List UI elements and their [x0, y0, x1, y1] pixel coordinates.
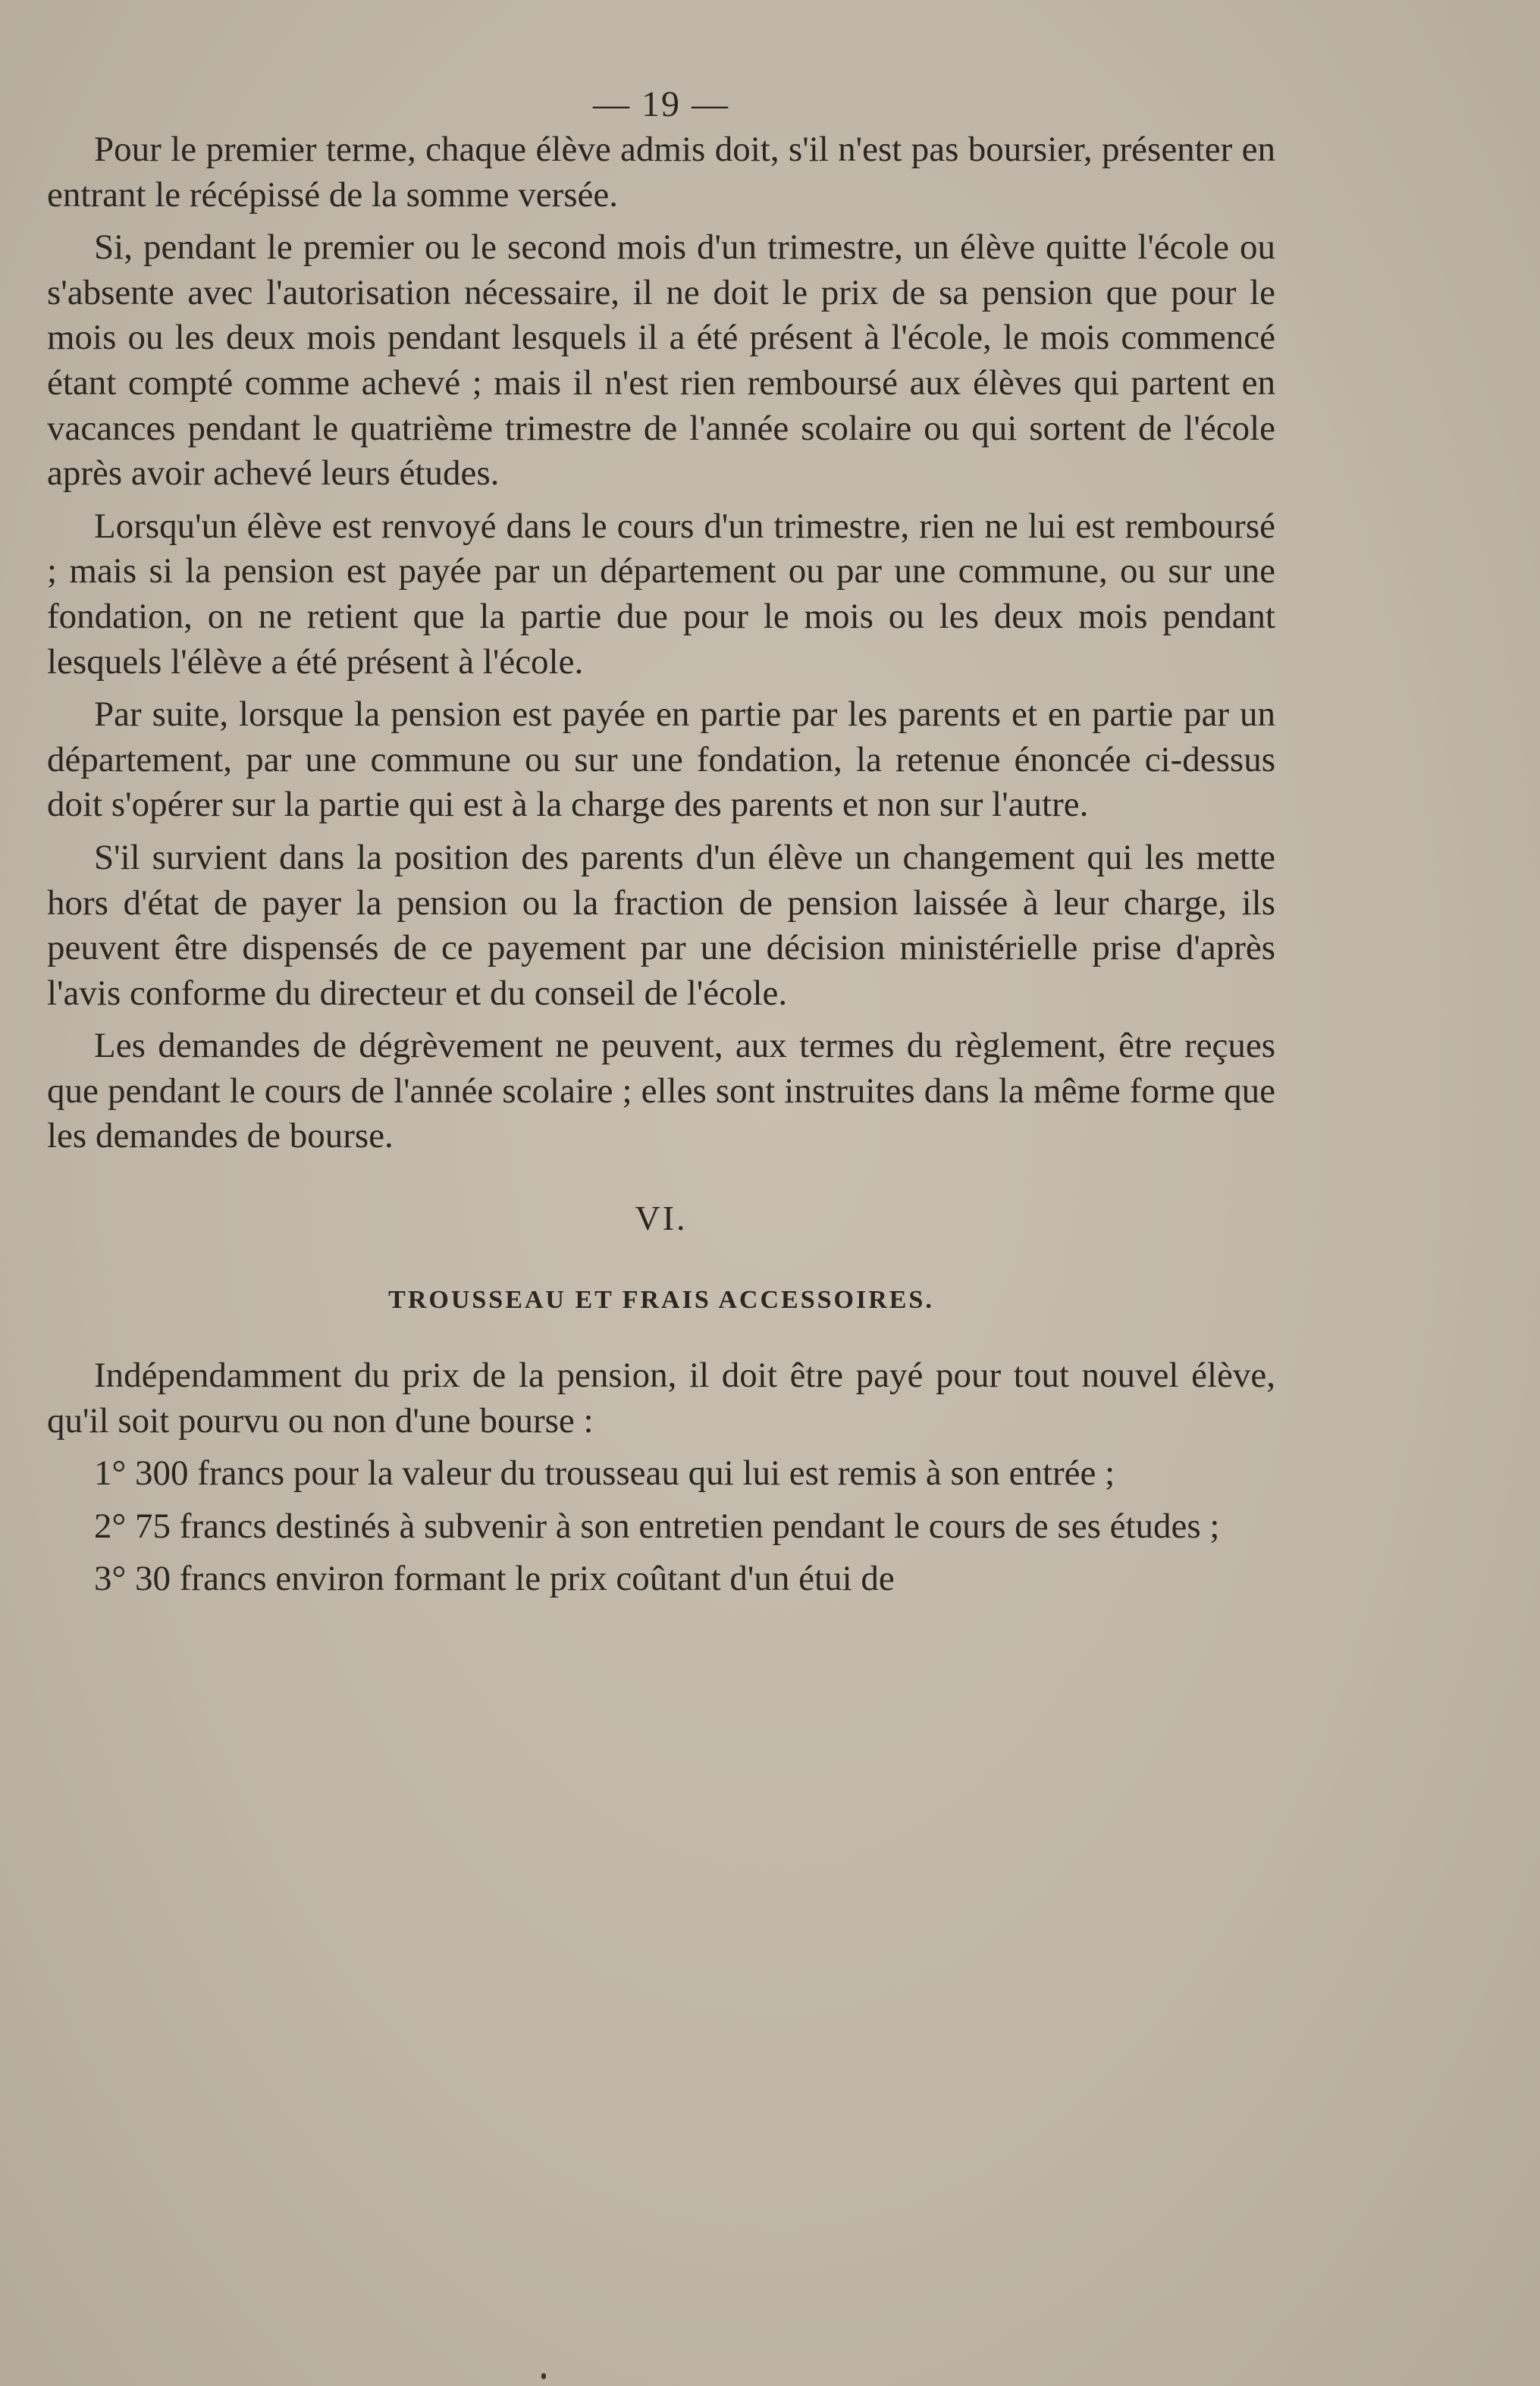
list-item: 3° 30 francs environ formant le prix coûtant d'un étui de: [94, 1559, 895, 1599]
section-number: VI.: [635, 1199, 688, 1238]
paragraph: Si, pendant le premier ou le second mois d'un trimestre, un élève quitte l'école ou s'absente avec l'autorisation nécessaire, il ne doit le prix de sa pension que pour le mois ou les deux mois pendant lesquels il a été présent à l'école, le mois commencé étant compté comme achevé ; mais il n'est rien remboursé aux élèves qui partent en vacances pendant le quatrième trimestre de l'année scolaire ou qui sortent de l'école après avoir achevé leurs études.: [47, 227, 1275, 494]
paragraph: Les demandes de dégrèvement ne peuvent, aux termes du règlement, être reçues que pendant le cours de l'année scolaire ; elles sont instruites dans la même forme que les demandes de bourse.: [47, 1026, 1275, 1156]
list-item: 2° 75 francs destinés à subvenir à son entretien pendant le cours de ses études ;: [94, 1506, 1220, 1546]
paragraph: Pour le premier terme, chaque élève admis doit, s'il n'est pas boursier, présenter en entrant le récépissé de la somme versée.: [47, 130, 1275, 215]
paragraph: Lorsqu'un élève est renvoyé dans le cours d'un trimestre, rien ne lui est remboursé ; mais si la pension est payée par un département ou par une commune, ou sur une fondation, on ne retient que la partie due pour le mois ou les deux mois pendant lesquels l'élève a été présent à l'école.: [47, 506, 1275, 682]
paragraph: S'il survient dans la position des parents d'un élève un changement qui les mette hors d'état de payer la pension ou la fraction de pension laissée à leur charge, ils peuvent être dispensés de ce payement par une décision ministérielle prise d'après l'avis conforme du directeur et du conseil de l'école.: [47, 837, 1275, 1013]
section-spacer: [47, 1323, 1275, 1353]
page-number: — 19 —: [593, 84, 729, 124]
page-text: [47, 82, 1275, 1610]
list-item: 1° 300 francs pour la valeur du trousseau qui lui est remis à son entrée ;: [94, 1453, 1115, 1494]
paragraph: Par suite, lorsque la pension est payée en partie par les parents et en partie par un département, par une commune ou sur une fondation, la retenue énoncée ci-dessus doit s'opérer sur la partie qui est à la charge des parents et non sur l'autre.: [47, 694, 1275, 825]
ink-speck: [541, 2373, 546, 2379]
section-title: TROUSSEAU ET FRAIS ACCESSOIRES.: [388, 1286, 934, 1315]
paragraph: Indépendamment du prix de la pension, il doit être payé pour tout nouvel élève, qu'il soit pourvu ou non d'une bourse :: [47, 1356, 1275, 1441]
